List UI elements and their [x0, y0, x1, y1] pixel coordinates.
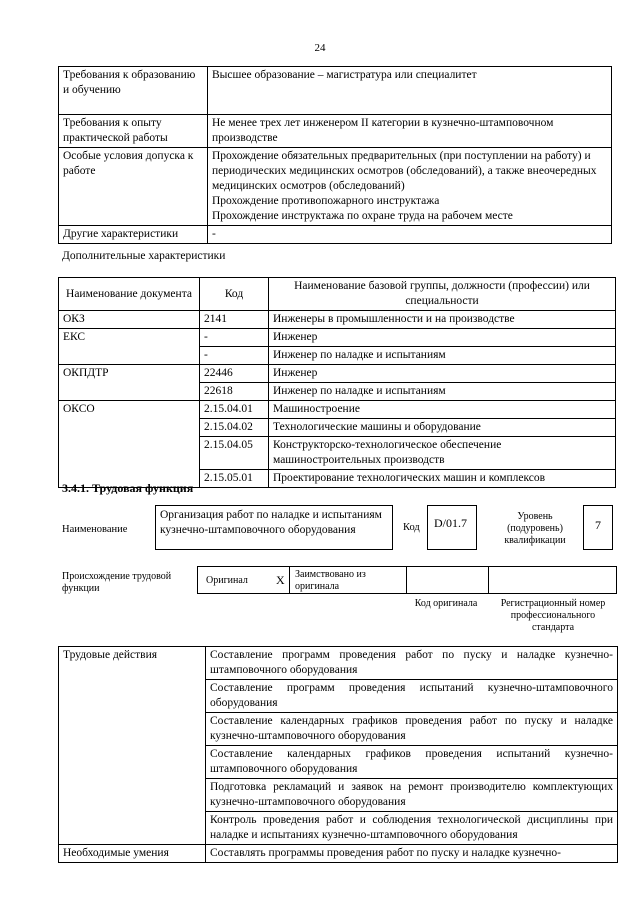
requirement-value: [208, 67, 612, 115]
table-header-row: [59, 278, 616, 311]
requirement-line: Высшее образование – магистратура или специалитет: [212, 69, 477, 81]
table-row: [59, 311, 616, 329]
level-label: Уровень (подуровень) квалификации: [504, 511, 566, 546]
doc-cell: ОКСО: [59, 401, 200, 488]
requirement-line: Не менее трех лет инженером II категории в кузнечно-штамповочном производстве: [212, 117, 554, 144]
actions-label: Трудовые действия: [59, 647, 206, 845]
divider: [289, 567, 290, 593]
code-cell: -: [200, 347, 269, 365]
code-cell: 22446: [200, 365, 269, 383]
divider: [488, 567, 489, 593]
requirement-label: Другие характеристики: [59, 226, 208, 244]
section-title: 3.4.1. Трудовая функция: [62, 481, 194, 495]
action-item: Подготовка рекламаций и заявок на ремонт производителю комплектующих кузнечно-штамповочного оборудования: [206, 779, 618, 812]
code-cell: 2.15.04.01: [200, 401, 269, 419]
doc-cell: ОКПДТР: [59, 365, 200, 401]
name-cell: Инженер: [269, 329, 616, 347]
name-cell: Проектирование технологических машин и комплексов: [269, 470, 616, 488]
additional-title: Дополнительные характеристики: [62, 250, 226, 262]
code-cell: 2.15.04.02: [200, 419, 269, 437]
requirement-value: -: [208, 226, 612, 244]
additional-table: [58, 277, 616, 488]
table-row: [59, 401, 616, 419]
table-row: [59, 148, 612, 226]
action-item: Составление календарных графиков проведения работ по пуску и наладке кузнечно-штамповочного оборудования: [206, 713, 618, 746]
requirement-label: Требования к образованию и обучению: [59, 67, 208, 115]
action-item: Составление программ проведения испытаний кузнечно-штамповочного оборудования: [206, 680, 618, 713]
requirement-value: [208, 115, 612, 148]
column-header: Код: [200, 278, 269, 311]
origin-mark: X: [276, 573, 285, 587]
function-code-value: D/01.7: [427, 505, 477, 550]
action-item: Составление программ проведения работ по пуску и наладке кузнечно-штамповочного оборудования: [206, 647, 618, 680]
column-header: Наименование базовой группы, должности (профессии) или специальности: [269, 278, 616, 311]
name-cell: Конструкторско-технологическое обеспечение машиностроительных производств: [269, 437, 616, 470]
code-cell: 2.15.05.01: [200, 470, 269, 488]
labor-actions-table: [58, 646, 618, 863]
origin-box: [197, 566, 617, 594]
code-cell: 2141: [200, 311, 269, 329]
action-item: Контроль проведения работ и соблюдения технологической дисциплины при наладке и испытаниях кузнечно-штамповочного оборудования: [206, 812, 618, 845]
requirement-line: Прохождение инструктажа по охране труда на рабочем месте: [212, 210, 513, 222]
function-name-label: Наименование: [62, 524, 128, 535]
name-cell: Инженер: [269, 365, 616, 383]
requirement-line: Прохождение противопожарного инструктажа: [212, 195, 440, 207]
doc-cell: ОКЗ: [59, 311, 200, 329]
table-row: [59, 365, 616, 383]
table-row: [59, 115, 612, 148]
code-cell: 22618: [200, 383, 269, 401]
name-cell: Инженер по наладке и испытаниям: [269, 347, 616, 365]
origin-original: Оригинал: [206, 575, 248, 586]
requirement-value: [208, 148, 612, 226]
origin-label: Происхождение трудовой функции: [62, 571, 172, 594]
name-cell: Инженеры в промышленности и на производстве: [269, 311, 616, 329]
skills-label: Необходимые умения: [59, 845, 206, 863]
origin-borrowed: Заимствовано из оригинала: [295, 569, 366, 592]
name-cell: Машиностроение: [269, 401, 616, 419]
table-row: [59, 845, 618, 863]
requirements-table: [58, 66, 612, 244]
table-row: [59, 647, 618, 680]
code-original-caption: Код оригинала: [414, 598, 478, 609]
doc-cell: ЕКС: [59, 329, 200, 365]
requirement-line: Прохождение обязательных предварительных (при поступлении на работу) и периодических медицинских осмотров (обследований), а также внеочередных медицинских осмотров (обследований): [212, 150, 597, 192]
name-cell: Технологические машины и оборудование: [269, 419, 616, 437]
table-row: [59, 226, 612, 244]
page-number: 24: [314, 42, 326, 54]
column-header: Наименование документа: [59, 278, 200, 311]
code-cell: 2.15.04.05: [200, 437, 269, 470]
reg-number-caption: Регистрационный номер профессионального стандарта: [500, 598, 606, 633]
table-row: [59, 329, 616, 347]
function-name-value: Организация работ по наладке и испытаниям кузнечно-штамповочного оборудования: [155, 505, 393, 550]
table-row: [59, 67, 612, 115]
divider: [406, 567, 407, 593]
requirement-label: Требования к опыту практической работы: [59, 115, 208, 148]
skill-item: Составлять программы проведения работ по пуску и наладке кузнечно-: [206, 845, 618, 863]
action-item: Составление календарных графиков проведения испытаний кузнечно-штамповочного оборудования: [206, 746, 618, 779]
code-cell: -: [200, 329, 269, 347]
requirement-label: Особые условия допуска к работе: [59, 148, 208, 226]
name-cell: Инженер по наладке и испытаниям: [269, 383, 616, 401]
level-value: 7: [583, 505, 613, 550]
function-code-label: Код: [403, 522, 420, 533]
